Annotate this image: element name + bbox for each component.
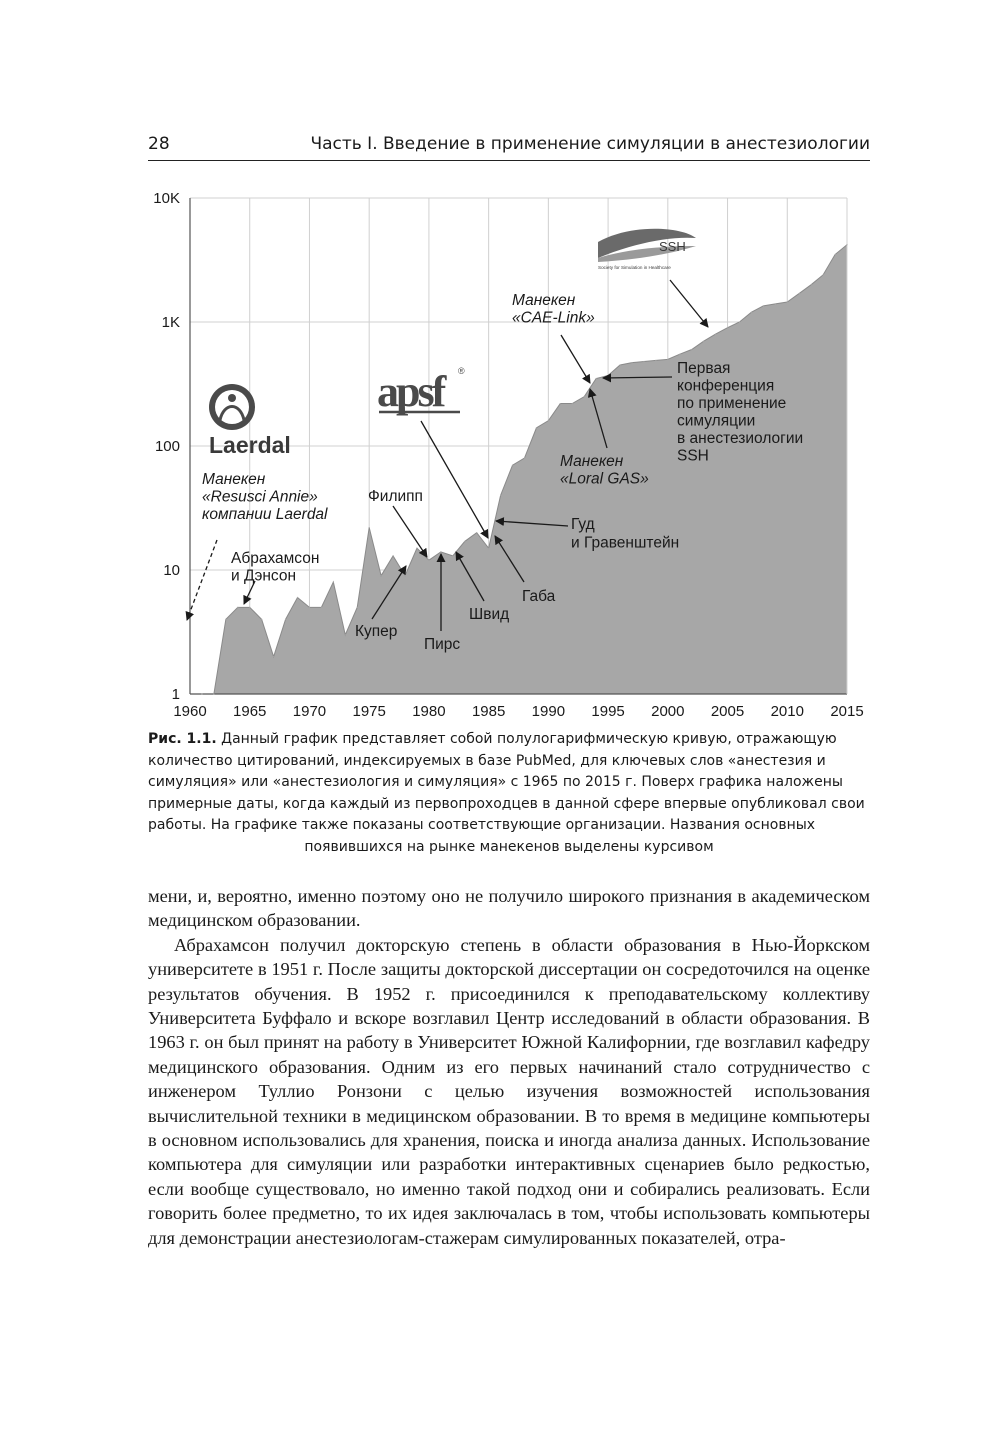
caption-text-last-line: появившихся на рынке манекенов выделены курсивом [304, 838, 714, 855]
data-point-2001 [679, 354, 680, 355]
data-point-2000 [667, 359, 668, 360]
data-point-2012 [811, 284, 812, 285]
data-point-1996 [619, 364, 620, 365]
data-point-2014 [834, 254, 835, 255]
annotation-cooper [355, 623, 397, 640]
x-tick-label: 2015 [830, 703, 864, 720]
annotation-line: «Loral GAS» [560, 470, 649, 488]
data-point-1987 [512, 465, 513, 466]
annotation-line: Филипп [368, 488, 423, 505]
data-point-1995 [607, 375, 608, 376]
annotation-line: и Гравенштейн [571, 534, 680, 552]
data-point-1977 [392, 555, 393, 556]
body-text [148, 884, 870, 1250]
data-point-1979 [416, 548, 417, 549]
apsf-registered-mark: ® [458, 366, 465, 376]
data-point-1972 [333, 581, 334, 582]
data-point-1984 [476, 532, 477, 533]
data-point-1982 [452, 555, 453, 556]
data-point-2005 [727, 327, 728, 328]
data-point-1985 [488, 548, 489, 549]
data-point-1981 [440, 551, 441, 552]
arrow-cae [561, 335, 590, 383]
data-point-2011 [799, 293, 800, 294]
ssh-wordmark: SSH [659, 239, 686, 254]
running-head [148, 130, 870, 161]
data-point-1969 [297, 597, 298, 598]
data-point-1998 [643, 361, 644, 362]
y-tick-label: 1K [161, 314, 180, 331]
arrow-apsf [421, 421, 488, 538]
data-point-2010 [787, 301, 788, 302]
figure-caption [148, 729, 870, 858]
annotation-abrahamson [231, 550, 319, 585]
data-point-1997 [631, 362, 632, 363]
annotation-line: конференция [677, 377, 775, 395]
y-tick-label: 10K [153, 190, 180, 207]
annotation-line: Манекен [560, 453, 624, 470]
data-point-1994 [596, 378, 597, 379]
data-point-1967 [273, 656, 274, 657]
x-tick-label: 1975 [352, 703, 386, 720]
data-point-1973 [345, 634, 346, 635]
x-tick-label: 1965 [233, 703, 267, 720]
arrow-ssh [670, 280, 708, 327]
arrow-philipp [393, 506, 427, 557]
y-tick-label: 1 [171, 686, 180, 703]
data-point-1978 [404, 575, 405, 576]
y-tick-label: 100 [154, 438, 180, 455]
data-point-2006 [739, 321, 740, 322]
x-tick-label: 2005 [710, 703, 745, 720]
data-point-1970 [309, 607, 310, 608]
data-point-1993 [584, 396, 585, 397]
x-tick-label: 1980 [412, 703, 446, 720]
annotation-line: Гуд [571, 516, 595, 533]
apsf-wordmark: apsf [377, 367, 444, 416]
x-tick-label: 1995 [591, 703, 625, 720]
annotation-line: Манекен [512, 292, 576, 309]
data-point-2004 [715, 333, 716, 334]
data-point-1990 [548, 420, 549, 421]
x-tick-label: 2010 [770, 703, 804, 720]
annotation-gaba [522, 588, 556, 605]
running-title: Часть I. Введение в применение симуляции в анестезиологии [310, 134, 870, 154]
annotation-line: Габа [522, 588, 556, 605]
data-point-1974 [357, 607, 358, 608]
paragraph-2: Абрахамсон получил докторскую степень в области образования в Нью-Йоркском университете в 1951 г. После защиты докторской диссертации он сосредоточился на оценке результатов обучения. В 1952 г. присоединился к преподавательскому коллективу Университета Буффало и вскоре возглавил Центр исследований в области образования. В 1963 г. он был принят на работу в Университет Южной Калифорнии, где возглавил кафедру медицинского образования. Одним из его первых начинаний стало сотрудничество с инженером Туллио Ронзони с целью изучения возможностей использования вычислительной техники в медицинском образовании. В то время в медицине компьютеры в основном использовались для хранения, поиска и иногда анализа данных. Использование компьютера для симуляции или разработки интерактивных сценариев было редкостью, если вообще существовало, но именно такой подход они и собирались реализовать. Если говорить более предметно, то их идея заключалась в том, чтобы использовать компьютеры для демонстрации анестезиологам-стажерам симулированных показателей, отра- [148, 934, 870, 1248]
apsf-logo [377, 366, 465, 416]
laerdal-wordmark: Laerdal [209, 432, 291, 458]
data-point-1980 [428, 560, 429, 561]
annotation-line: в анестезиологии [677, 430, 804, 447]
annotation-line: Манекен [202, 471, 266, 488]
figure-citations-chart [140, 180, 880, 725]
annotation-line: и Дэнсон [231, 567, 297, 585]
annotation-pierce [424, 636, 460, 653]
data-point-2009 [775, 303, 776, 304]
data-point-1966 [261, 619, 262, 620]
data-point-1989 [536, 427, 537, 428]
data-point-1999 [655, 360, 656, 361]
data-point-1965 [249, 607, 250, 608]
ssh-logo [598, 229, 696, 270]
annotation-line: Швид [469, 606, 510, 623]
annotation-line: SSH [677, 447, 709, 465]
laerdal-head [228, 394, 236, 402]
data-point-1961 [201, 693, 202, 694]
x-tick-label: 1990 [531, 703, 566, 720]
data-point-2007 [751, 312, 752, 313]
data-point-1975 [369, 527, 370, 528]
annotation-line: по применение [677, 395, 787, 412]
data-point-1988 [524, 457, 525, 458]
caption-label: Рис. 1.1. [148, 731, 217, 747]
annotation-line: компании Laerdal [202, 506, 328, 523]
data-point-2002 [691, 349, 692, 350]
annotation-cae [512, 292, 595, 327]
x-tick-label: 1985 [471, 703, 506, 720]
data-point-1992 [572, 403, 573, 404]
data-point-2003 [703, 341, 704, 342]
y-tick-label: 10 [163, 562, 180, 579]
chart [140, 180, 880, 725]
annotation-philipp [368, 488, 423, 505]
annotation-line: симуляции [677, 412, 756, 430]
paragraph-1: мени, и, вероятно, именно поэтому оно не получило широкого признания в академическом медицинском образовании. [148, 886, 870, 931]
arrow-resusci [187, 540, 217, 620]
data-point-1968 [285, 619, 286, 620]
data-point-1963 [225, 619, 226, 620]
annotation-line: Купер [355, 623, 398, 640]
x-tick-label: 1970 [292, 703, 327, 720]
annotation-line: Абрахамсон [231, 550, 320, 567]
annotation-schwid [469, 606, 509, 623]
annotation-line: «CAE-Link» [512, 309, 595, 327]
annotation-line: «Resusci Annie» [202, 488, 318, 506]
x-tick-label: 1960 [173, 703, 207, 720]
data-point-1962 [213, 693, 214, 694]
annotation-line: Первая [677, 360, 731, 377]
data-point-2013 [823, 274, 824, 275]
laerdal-logo [209, 384, 291, 458]
data-point-1964 [237, 607, 238, 608]
ssh-subtitle: Society for Simulation in Healthcare [598, 265, 671, 270]
annotation-line: Пирс [424, 636, 461, 653]
data-point-1976 [381, 575, 382, 576]
caption-text: Данный график представляет собой полулогарифмическую кривую, отражающую количество цитирований, индексируемых в базе PubMed, для ключевых слов «анестезия и симуляция» или «анестезиология и симуляция» с 1965 по 2015 г. Поверх графика наложены примерные даты, когда каждый из первопроходцев в данной сфере впервые опубликовал свои работы. На графике также показаны соответствующие организации. Названия основных [148, 731, 865, 833]
data-point-1986 [500, 495, 501, 496]
x-tick-label: 2000 [651, 703, 685, 720]
data-point-2015 [846, 244, 847, 245]
data-point-2008 [763, 305, 764, 306]
data-point-1971 [321, 607, 322, 608]
data-point-1991 [560, 403, 561, 404]
data-point-1983 [464, 541, 465, 542]
page-number: 28 [148, 134, 170, 154]
